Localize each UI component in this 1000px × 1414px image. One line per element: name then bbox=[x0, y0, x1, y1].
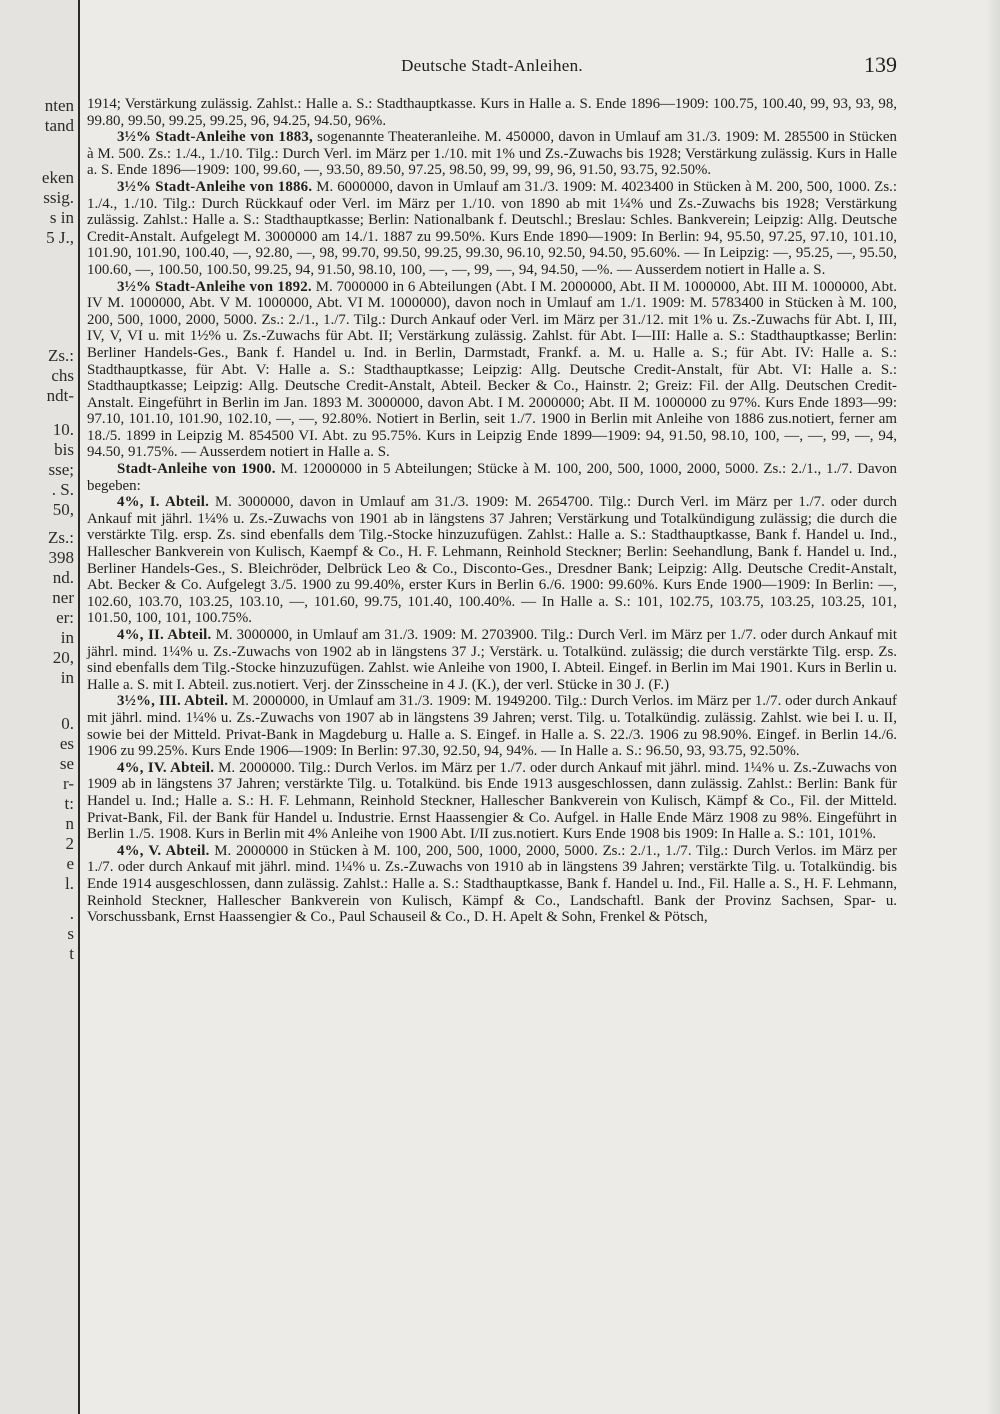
paragraph-heading: 3½% Stadt-Anleihe von 1886. bbox=[117, 178, 313, 195]
paragraph-heading: 4%, IV. Abteil. bbox=[117, 759, 215, 776]
margin-fragment: 5 J., bbox=[46, 228, 74, 247]
margin-fragment: l. bbox=[65, 874, 74, 893]
margin-fragment: e bbox=[66, 854, 74, 873]
paragraph-abteil-3 bbox=[87, 693, 897, 759]
margin-fragment: 50, bbox=[52, 500, 74, 519]
margin-fragment: tand bbox=[44, 116, 74, 135]
paragraph-text: M. 3000000, davon in Umlauf am 31./3. 1909: M. 2654700. Tilg.: Durch Verl. im März per 1./7. oder durch Ankauf mit jährl. 1¼% u. Zs.-Zuwachs von 1901 ab in längstens 37 Jahren; Verstärkung und Totalkündigung zulässig; die durch die verstärkte Tilg. ersp. Zs. sind ebenfalls dem Tilg.-Stocke hinzuzufügen. Zahlst.: Halle a. S.: Stadthauptkasse, Bank f. Handel u. Ind., Hallescher Bankverein von Kulisch, Kaempf & Co., H. F. Lehmann, Reinhold Steckner; Berlin: Seehandlung, Bank f. Handel u. Ind., Berliner Handels-Ges., S. Bleichröder, Delbrück Leo & Co., Disconto-Ges., Dresdner Bank; Leipzig: Allg. Deutsche Credit-Anstalt, Abt. Becker & Co. Aufgelegt 3./5. 1900 zu 99.40%, erster Kurs in Berlin 6./6. 1900: 99.60%. Kurs Ende 1900—1909: In Berlin: —, 102.60, 103.70, 103.25, 103.10, —, 101.60, 99.75, 101.40, 100.40%. — In Halle a. S.: 101, 102.75, 103.75, 103.25, 103.25, 101, 101.50, 100, 101, 100.75%. bbox=[87, 494, 897, 627]
paragraph-abteil-1 bbox=[87, 494, 897, 627]
paragraph-text: M. 3000000, in Umlauf am 31./3. 1909: M. 2703900. Tilg.: Durch Verl. im März per 1./7. oder durch Ankauf mit jährl. mind. 1¼% u. Zs.-Zuwachs von 1902 ab in längstens 37 J.; Verstärk. u. Totalkünd. zulässig; die durch verstärkte Tilg. ersp. Zs. sind ebenfalls dem Tilg.-Stocke hinzuzufügen. Zahlst. wie Anleihe von 1900, I. Abteil. Eingef. in Berlin im Mai 1901. Kurs in Berlin u. Halle a. S. mit I. Abteil. zus.notiert. Verj. der Zinsscheine in 4 J. (K.), der verl. Stücke in 30 J. (F.) bbox=[87, 627, 897, 693]
book-fold-line bbox=[78, 0, 80, 1414]
margin-fragment: s in bbox=[49, 208, 74, 227]
margin-fragment: ssig. bbox=[43, 188, 74, 207]
running-title: Deutsche Stadt-Anleihen. bbox=[401, 56, 583, 75]
margin-fragment: . S. bbox=[51, 480, 74, 499]
page-header bbox=[87, 52, 897, 82]
paragraph-1914-continuation bbox=[87, 96, 897, 129]
margin-fragment: er: bbox=[56, 608, 74, 627]
margin-fragment: ner bbox=[52, 588, 74, 607]
margin-fragment: 0. bbox=[61, 714, 74, 733]
margin-fragment: . bbox=[69, 904, 74, 923]
paragraph-text: sogenannte Theateranleihe. M. 450000, davon in Umlauf am 31./3. 1909: M. 285500 in Stücken à M. 500. Zs.: 1./4., 1./10. Tilg.: Durch Verl. im März per 1./10. mit 1% und Zs.-Zuwachs bis 1928; Verstärkung zulässig. Kurs in Halle a. S. Ende 1896—1909: 100, 99.60, —, 93.50, 89.50, 97.25, 98.50, 99, 99, 99, 96, 91.50, 93.75, 92.50%. bbox=[87, 129, 897, 179]
margin-fragment: 10. bbox=[52, 420, 74, 439]
margin-fragment: 398 bbox=[48, 548, 74, 567]
paragraph-heading: 3½% Stadt-Anleihe von 1892. bbox=[117, 278, 312, 295]
scan-shadow-edge bbox=[986, 0, 1000, 1414]
margin-fragment: Zs.: bbox=[48, 346, 74, 365]
paragraph-anleihe-1892 bbox=[87, 279, 897, 462]
margin-fragment: nd. bbox=[52, 568, 74, 587]
paragraph-text: M. 6000000, davon in Umlauf am 31./3. 1909: M. 4023400 in Stücken à M. 200, 500, 1000. Zs.: 1./4., 1./10. Tilg.: Durch Rückkauf oder Verl. im März per 1./10. von 1890 ab mit 1¼% und Zs.-Zuwachs bis 1928; Verstärkung zulässig. Zahlst.: Halle a. S.: Stadthauptkasse; Berlin: Nationalbank f. Deutschl.; Breslau: Schles. Bankverein; Leipzig: Allg. Deutsche Credit-Anstalt. Aufgelegt M. 3000000 am 14./1. 1887 zu 99.50%. Kurs Ende 1890—1909: In Berlin: 94, 95.50, 97.25, 97.10, 101.10, 101.90, 101.90, 100.40, —, 92.80, —, 98, 99.70, 99.50, 99.25, 99.30, 96.10, 92.50, 94.50, 95.60%. — In Leipzig: —, 95.25, —, 95.50, 100.60, —, 100.50, 100.50, 99.25, 94, 91.50, 98.10, 100, —, —, 99, —, 94, 94.50, —%. — Ausserdem notiert in Halle a. S. bbox=[87, 178, 897, 278]
page-content bbox=[87, 52, 897, 926]
margin-fragment: 20, bbox=[52, 648, 74, 667]
paragraph-anleihe-1886 bbox=[87, 179, 897, 279]
margin-fragment: ndt- bbox=[46, 386, 74, 405]
margin-fragment: nten bbox=[44, 96, 74, 115]
margin-fragment: bis bbox=[54, 440, 74, 459]
margin-fragment: s bbox=[67, 924, 74, 943]
paragraph-text: M. 2000000. Tilg.: Durch Verlos. im März per 1./7. oder durch Ankauf mit jährl. mind. 1¼% u. Zs.-Zuwachs von 1909 ab in längstens 37 Jahren; verstärkte Tilg. u. Totalkünd. bis Ende 1913 ausgeschlossen, dann zulässig. Zahlst.: Berlin: Bank für Handel u. Ind.; Halle a. S.: H. F. Lehmann, Reinhold Steckner, Hallescher Bankverein von Kulisch, Kämpf & Co., Fil. der Mitteld. Privat-Bank, Fil. der Bank für Handel u. Industrie. Ernst Haassengier & Co. Aufgel. in Halle Ende März 1908 zu 98%. Eingeführt in Berlin 1./5. 1908. Kurs in Berlin mit 4% Anleihe von 1900 Abt. I/II zus.notiert. Kurs Ende 1908 bis 1909: In Halle a. S.: 101, 101%. bbox=[87, 759, 897, 843]
margin-fragment: t: bbox=[64, 794, 74, 813]
paragraph-heading: 4%, II. Abteil. bbox=[117, 627, 212, 643]
margin-fragment: n bbox=[65, 814, 74, 833]
paragraph-heading: 4%, I. Abteil. bbox=[117, 494, 210, 511]
paragraph-abteil-4 bbox=[87, 760, 897, 843]
paragraph-abteil-5 bbox=[87, 843, 897, 926]
margin-fragment: chs bbox=[51, 366, 74, 385]
paragraph-anleihe-1883 bbox=[87, 129, 897, 179]
margin-fragment: es bbox=[59, 734, 74, 753]
paragraph-text: M. 2000000, in Umlauf am 31./3. 1909: M. 1949200. Tilg.: Durch Verlos. im März per 1./7. oder durch Ankauf mit jährl. mind. 1¼% u. Zs.-Zuwachs von 1907 ab in längstens 39 Jahren; verst. Tilg. u. Totalkündig. zulässig. Zahlst. wie bei I. u. II, sowie bei der Mitteld. Privat-Bank in Magdeburg u. Halle a. S. Eingef. in Halle a. S. 22./3. 1906 zu 98.90%. Eingef. in Berlin 14./6. 1906 zu 99.25%. Kurs Ende 1906—1909: In Berlin: 97.30, 92.50, 94, 94%. — In Halle a. S.: 96.50, 93, 93.75, 92.50%. bbox=[87, 693, 897, 760]
margin-fragment: se bbox=[59, 754, 74, 773]
margin-fragment: eken bbox=[41, 168, 74, 187]
paragraph-text: M. 7000000 in 6 Abteilungen (Abt. I M. 2000000, Abt. II M. 1000000, Abt. III M. 1000000, Abt. IV M. 1000000, Abt. V M. 1000000, Abt. VI M. 1000000), davon noch in Umlauf am 1./1. 1909: M. 5783400 in Stücken à M. 100, 200, 500, 1000, 2000, 5000. Zs.: 2./1., 1./7. Tilg.: Durch Ankauf oder Verl. im März per 31./12. mit 1% u. Zs.-Zuwachs für Abt. I, III, IV, V, VI u. mit 1½% u. Zs.-Zuwachs für Abt. II; Verstärkung zulässig. Zahlst. für Abt. I—III: Halle a. S.: Stadthauptkasse; Berlin: Berliner Handels-Ges., Bank f. Handel u. Ind. in Berlin, Darmstadt, Frankf. a. M. u. Halle a. S.; für Abt. IV: Halle a. S.: Stadthauptkasse, für Abt. V: Halle a. S.: Stadthauptkasse; Leipzig: Allg. Deutsche Credit-Anstalt, für Abt. VI: Halle a. S.: Stadthauptkasse; Leipzig: Allg. Deutsche Credit-Anstalt, Abteil. Becker & Co., Hainstr. 2; Greiz: Fil. der Allg. Deutschen Credit-Anstalt. Eingeführt in Berlin im Jan. 1893 M. 3000000, davon Abt. I M. 2000000; Abt. II M. 1000000 zu 97%. Kurs Ende 1893—99: 97.10, 101.10, 101.90, 102.10, —, —, 92.80%. Notiert in Berlin, seit 1./7. 1900 in Berlin mit Anleihe von 1886 zus.notiert, ferner am 18./5. 1899 in Leipzig M. 854500 VI. Abt. zu 95.75%. Kurs in Leipzig Ende 1899—1909: 94, 91.50, 98.10, 100, —, —, 99, —, 94, 94.50, 91.75%. — Ausserdem notiert in Halle a. S. bbox=[87, 278, 897, 461]
page-body bbox=[87, 96, 897, 926]
paragraph-heading: Stadt-Anleihe von 1900. bbox=[117, 461, 276, 478]
paragraph-text: M. 12000000 in 5 Abteilungen; Stücke à M. 100, 200, 500, 1000, 2000, 5000. Zs.: 2./1., 1./7. Davon begeben: bbox=[87, 461, 897, 494]
margin-fragment: 2 bbox=[65, 834, 74, 853]
margin-fragment: t bbox=[69, 944, 74, 963]
paragraph-heading: 4%, V. Abteil. bbox=[117, 842, 210, 859]
margin-fragment: in bbox=[60, 668, 74, 687]
margin-fragment: r- bbox=[63, 774, 74, 793]
paragraph-text: M. 2000000 in Stücken à M. 100, 200, 500, 1000, 2000, 5000. Zs.: 2./1., 1./7. Tilg.: Durch Verlos. im März per 1./7. oder durch Ankauf mit jährl. mind. 1¼% u. Zs.-Zuwachs von 1910 ab in längstens 39 Jahren; verstärkte Tilg. u. Totalkündig. bis Ende 1914 ausgeschlossen, dann zulässig. Zahlst.: Halle a. S.: Stadthauptkasse, Bank f. Handel u. Ind., Fil. Halle a. S., H. F. Lehmann, Reinhold Steckner, Hallescher Bankverein von Kulisch, Kämpf & Co., Landschaftl. Bank der Provinz Sachsen, Spar- u. Vorschussbank, Ernst Haassengier & Co., Paul Schauseil & Co., D. H. Apelt & Sohn, Frenkel & Pötsch, bbox=[87, 842, 898, 926]
left-page-margin bbox=[0, 0, 80, 1414]
page-number: 139 bbox=[864, 52, 897, 77]
paragraph-heading: 3½% Stadt-Anleihe von 1883, bbox=[117, 129, 313, 146]
paragraph-text: 1914; Verstärkung zulässig. Zahlst.: Halle a. S.: Stadthauptkasse. Kurs in Halle a. S. Ende 1896—1909: 100.75, 100.40, 99, 93, 93, 98, 99.80, 99.50, 99.25, 99.25, 96, 94.25, 94.50, 96%. bbox=[87, 96, 897, 129]
margin-fragment: sse; bbox=[48, 460, 74, 479]
margin-fragment: in bbox=[60, 628, 74, 647]
margin-fragment: Zs.: bbox=[48, 528, 74, 547]
paragraph-heading: 3½%, III. Abteil. bbox=[117, 693, 229, 710]
paragraph-abteil-2 bbox=[87, 627, 897, 693]
paragraph-anleihe-1900 bbox=[87, 461, 897, 494]
